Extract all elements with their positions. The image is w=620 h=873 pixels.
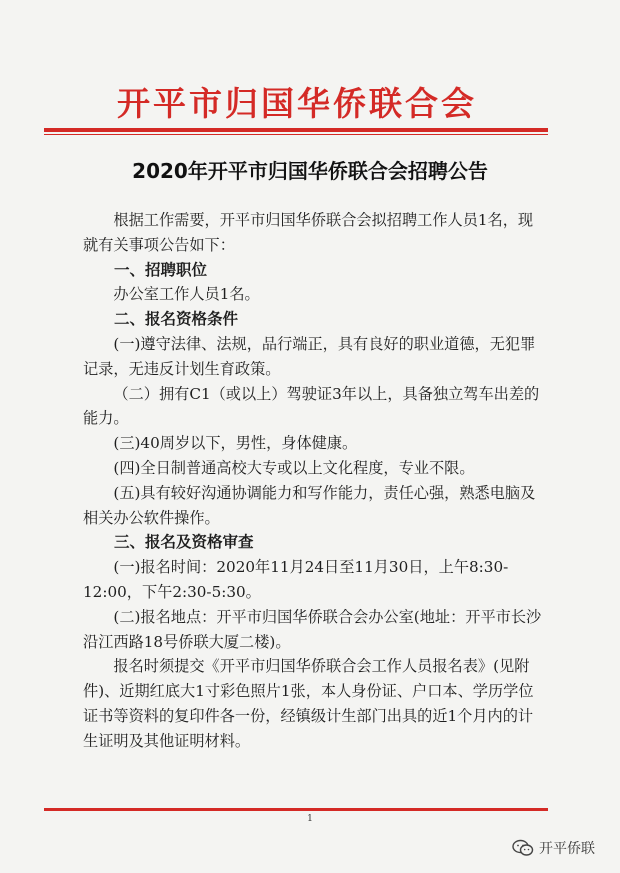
paragraph-eligibility-3: (三)40周岁以下，男性，身体健康。 [113, 434, 358, 453]
source-watermark [512, 836, 595, 860]
section-heading-position: 一、招聘职位 [114, 260, 208, 279]
header-rule-thin [44, 134, 548, 135]
paragraph-position: 办公室工作人员1名。 [113, 285, 260, 304]
section-heading-eligibility: 二、报名资格条件 [114, 310, 239, 329]
wechat-icon [512, 839, 534, 857]
paragraph-eligibility-4: (四)全日制普通高校大专或以上文化程度，专业不限。 [113, 458, 475, 477]
document-body [83, 208, 543, 754]
header-rule-thick [44, 128, 548, 132]
section-heading-registration: 三、报名及资格审查 [114, 533, 254, 552]
paragraph-registration-materials: 报名时须提交《开平市归国华侨联合会工作人员报名表》(见附件)、近期红底大1寸彩色照片1张，本人身份证、户口本、学历学位证书等资料的复印件各一份，经镇级计生部门出具的近1个月内的计生证明及其他证明材料。 [83, 657, 534, 750]
org-header: 开平市归国华侨联合会 [117, 84, 477, 123]
watermark-text: 开平侨联 [539, 841, 595, 857]
footer-rule [44, 808, 548, 811]
paragraph-eligibility-1: (一)遵守法律、法规，品行端正，具有良好的职业道德，无犯罪记录，无违反计划生育政策。 [83, 334, 536, 378]
paragraph-intro: 根据工作需要，开平市归国华侨联合会拟招聘工作人员1名，现就有关事项公告如下： [83, 211, 534, 254]
document-title: 2020年开平市归国华侨联合会招聘公告 [132, 159, 488, 183]
page-number: 1 [307, 814, 313, 824]
paragraph-registration-time: (一)报名时间：2020年11月24日至11月30日，上午8:30-12:00，下午2:30-5:30。 [83, 558, 509, 601]
paragraph-eligibility-2: （二）拥有C1（或以上）驾驶证3年以上，具备独立驾车出差的能力。 [83, 384, 540, 428]
paragraph-eligibility-5: (五)具有较好沟通协调能力和写作能力，责任心强，熟悉电脑及相关办公软件操作。 [83, 483, 536, 527]
paragraph-registration-place: (二)报名地点：开平市归国华侨联合会办公室(地址：开平市长沙沿江西路18号侨联大厦二楼)。 [83, 607, 542, 651]
